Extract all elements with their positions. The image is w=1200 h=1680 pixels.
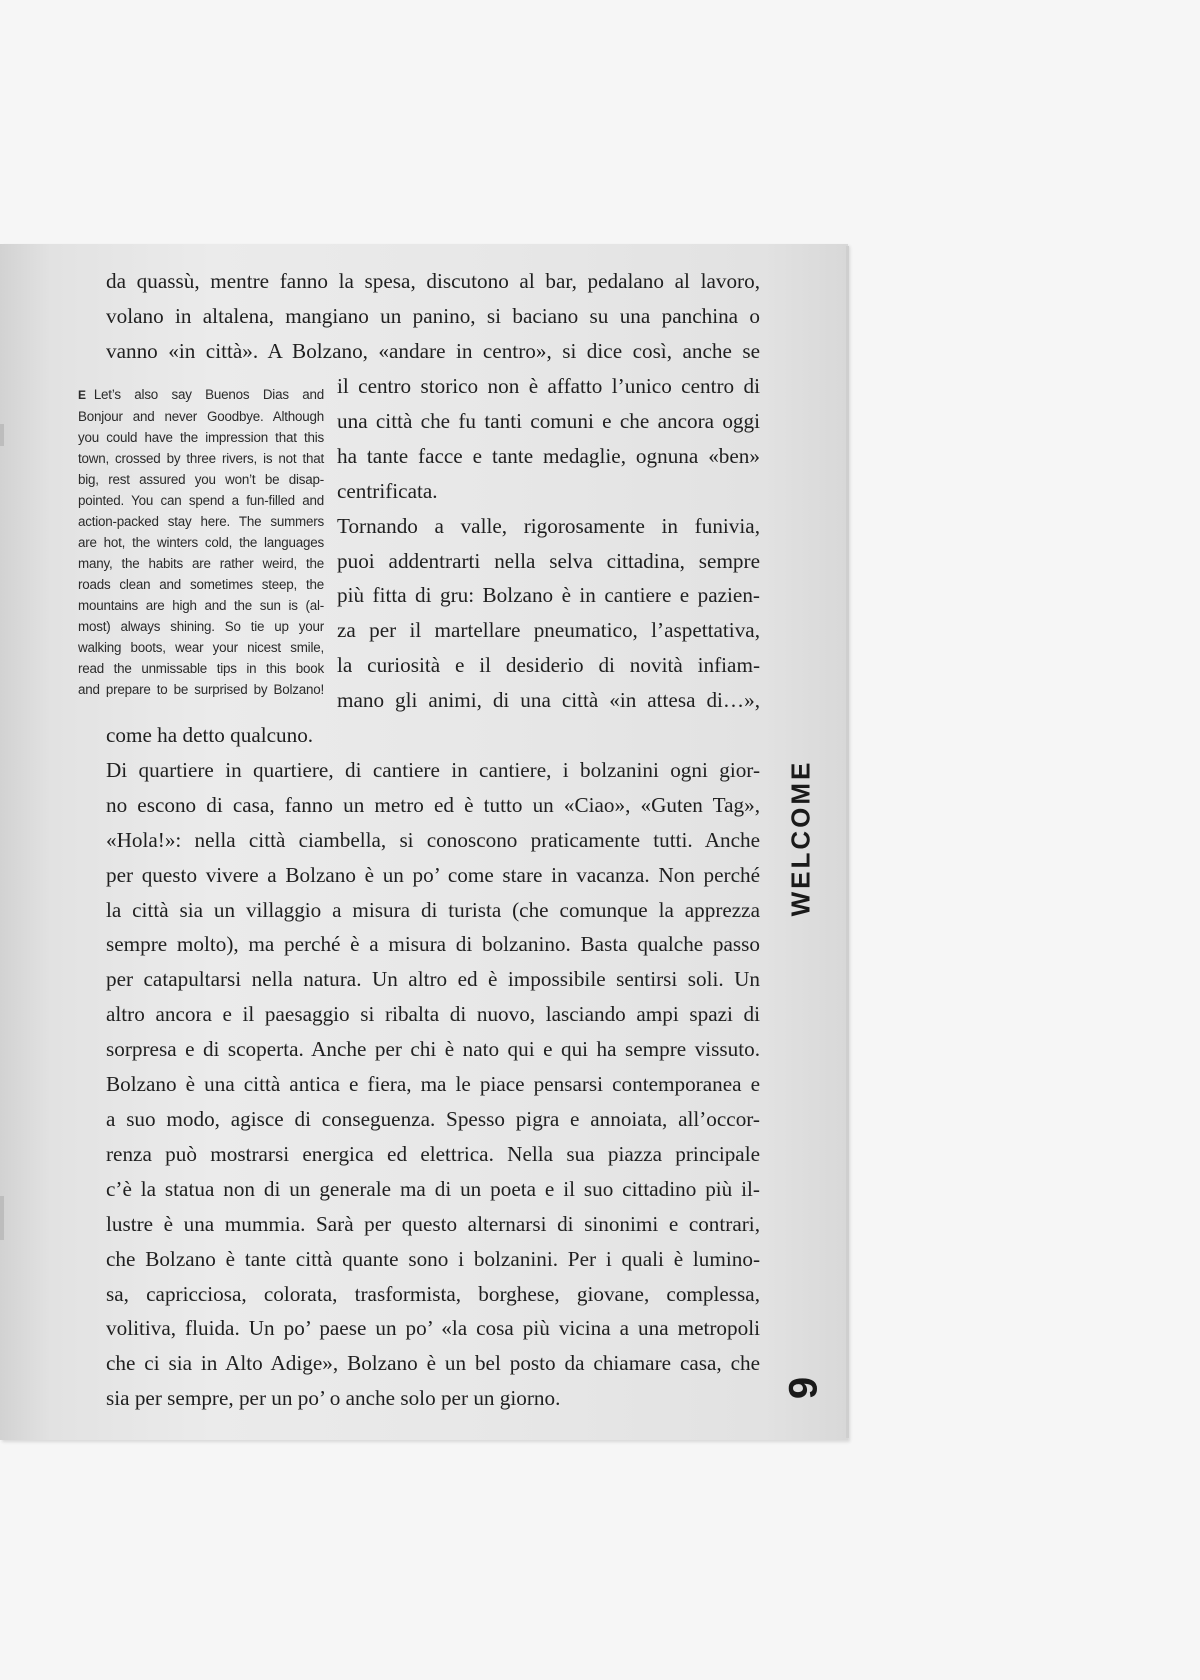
text-line: volano in altalena, mangiano un panino, si baciano su una panchina o [106,303,760,328]
text-line: da quassù, mentre fanno la spesa, discutono al bar, pedalano al lavoro, [106,269,760,293]
sidebar-line: walking boots, wear your nicest smile, [78,640,324,655]
text-line: mano gli animi, di una città «in attesa di…», [337,688,760,713]
text-line: za per il martellare pneumatico, l’aspettativa, [337,618,760,643]
text-line: sorpresa e di scoperta. Anche per chi è nato qui e qui ha sempre vissuto. [106,1037,760,1062]
sidebar-line: you could have the impression that this [78,430,324,445]
text-line: altro ancora e il paesaggio si ribalta di nuovo, lasciando ampi spazi di [106,1002,760,1027]
text-line: che Bolzano è tante città quante sono i bolzanini. Per i quali è lumino- [106,1246,760,1271]
text-line: no escono di casa, fanno un metro ed è tutto un «Ciao», «Guten Tag», [106,792,760,817]
text-line: una città che fu tanti comuni e che ancora oggi [337,408,760,433]
sidebar-line: and prepare to be surprised by Bolzano! [78,682,324,697]
text-line: Di quartiere in quartiere, di cantiere in cantiere, i bolzanini ogni gior- [106,757,760,782]
text-line: centrificata. [337,478,438,503]
sidebar-line: E Let’s also say Buenos Dias and [78,387,324,402]
text-line: Bolzano è una città antica e fiera, ma le piace pensarsi contemporanea e [106,1072,760,1097]
text-line: puoi addentrarti nella selva cittadina, sempre [337,548,760,573]
sidebar-line: mountains are high and the sun is (al- [78,598,324,613]
text-line: lustre è una mummia. Sarà per questo alternarsi di sinonimi e contrari, [106,1211,760,1236]
sidebar-line: many, the habits are rather weird, the [78,556,324,571]
sidebar-line: Bonjour and never Goodbye. Although [78,409,324,424]
sidebar-line: pointed. You can spend a fun-filled and [78,493,324,508]
sidebar-english-summary [78,384,324,700]
sidebar-line: roads clean and sometimes steep, the [78,577,324,592]
main-text-bottom [106,718,760,1416]
running-header-text: WELCOME [785,759,816,917]
language-marker: E [78,388,86,402]
page-edge [846,246,849,1438]
text-line: renza può mostrarsi energica ed elettrica. Nella sua piazza principale [106,1141,760,1166]
text-line: sia per sempre, per un po’ o anche solo per un giorno. [106,1386,561,1411]
text-line: ha tante facce e tante medaglie, ognuna «ben» [337,443,760,468]
sidebar-line: read the unmissable tips in this book [78,661,324,676]
text-line: sa, capricciosa, colorata, trasformista, borghese, giovane, complessa, [106,1281,760,1306]
text-line: vanno «in città». A Bolzano, «andare in centro», si dice così, anche se [106,338,760,363]
text-line: la città sia un villaggio a misura di turista (che comunque la apprezza [106,897,760,922]
binding-notch [0,424,4,446]
sidebar-line: big, rest assured you won’t be disap- [78,472,324,487]
page-number [782,1366,826,1410]
text-line: per questo vivere a Bolzano è un po’ come stare in vacanza. Non perché [106,862,760,887]
running-header [778,758,824,918]
text-line: per catapultarsi nella natura. Un altro ed è impossibile sentirsi soli. Un [106,967,760,992]
sidebar-line: action-packed stay here. The summers [78,514,324,529]
text-line: come ha detto qualcuno. [106,723,314,747]
text-line: più fitta di gru: Bolzano è in cantiere e pazien- [337,583,760,608]
main-text-right-column [337,369,760,718]
page-number-text: 9 [781,1376,826,1400]
sidebar-line: town, crossed by three rivers, is not that [78,451,324,466]
binding-notch [0,1196,4,1240]
text-line: sempre molto), ma perché è a misura di bolzanino. Basta qualche passo [106,932,760,957]
sidebar-line: are hot, the winters cold, the languages [78,535,324,550]
main-text-top [106,264,760,369]
text-line: la curiosità e il desiderio di novità infiam- [337,653,760,678]
text-line: a suo modo, agisce di conseguenza. Spesso pigra e annoiata, all’occor- [106,1106,760,1131]
text-line: c’è la statua non di un generale ma di un poeta e il suo cittadino più il- [106,1176,760,1201]
text-line: che ci sia in Alto Adige», Bolzano è un bel posto da chiamare casa, che [106,1351,760,1376]
sidebar-line: most) always shining. So tie up your [78,619,324,634]
text-line: volitiva, fluida. Un po’ paese un po’ «la cosa più vicina a una metropoli [106,1316,760,1341]
text-line: Tornando a valle, rigorosamente in funivia, [337,513,760,538]
text-line: «Hola!»: nella città ciambella, si conoscono praticamente tutti. Anche [106,827,760,852]
text-line: il centro storico non è affatto l’unico centro di [337,374,760,398]
